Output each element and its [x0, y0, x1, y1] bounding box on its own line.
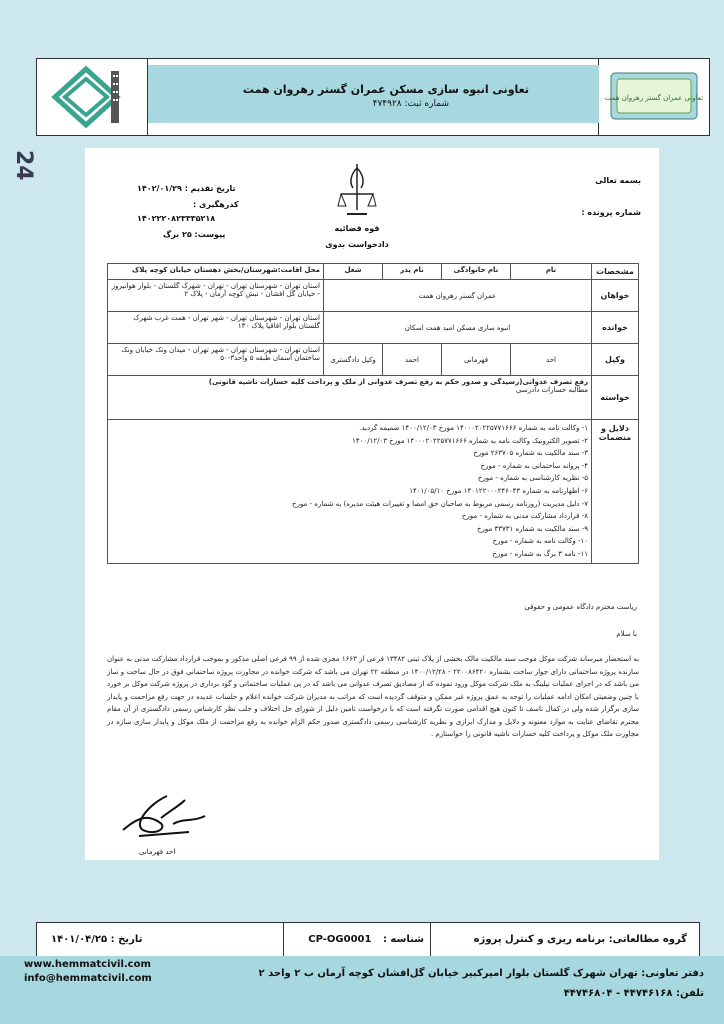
evidence-item: ۴- پروانه ساختمانی به شماره - مورخ	[480, 461, 588, 470]
plaintiff-address: استان تهران - شهرستان تهران - تهران - شهرک گلستان - بلوار هوانیروز - خیابان گل افشان - نبش کوچه آرمان - پلاک ۲	[108, 280, 324, 312]
tracking-number: ۱۴۰۲۲۲۰۸۲۳۳۳۵۲۱۸	[137, 214, 216, 223]
petition-document	[85, 148, 659, 860]
website-link[interactable]: www.hemmatcivil.com	[24, 959, 151, 970]
lawyer-address: استان تهران - شهرستان تهران - شهر تهران - میدان ونک خیابان ونک ساختمان آسمان طبقه ۵ واحد۳-۵۰	[108, 344, 324, 376]
document-id	[283, 923, 431, 957]
claim-line: مطالبه خسارات دادرسی	[516, 386, 588, 394]
column-header: نام پدر	[383, 264, 442, 280]
column-header: مشخصات	[592, 264, 639, 280]
evidence-item: ۳- سند مالکیت به شماره ۲۶۳۷۰۵ مورخ	[473, 449, 588, 458]
logo-text: تعاونی عمران گستر رهروان همت	[604, 94, 704, 102]
signer-name: احد قهرمانی	[139, 848, 176, 856]
building-logo	[37, 59, 148, 135]
bismillah: بسمه تعالی	[595, 176, 641, 185]
claim-cell	[108, 376, 592, 420]
addressee: ریاست محترم دادگاه عمومی و حقوقی	[524, 603, 637, 611]
building-logo-icon	[37, 59, 147, 135]
submit-date: تاریخ تقدیم : ۱۴۰۲/۰۱/۲۹	[137, 184, 236, 193]
file-number-label: شماره پرونده :	[581, 208, 641, 217]
table-row	[108, 344, 639, 376]
study-group: گروه مطالعاتی: برنامه ریزی و کنترل پروژه	[473, 934, 687, 945]
document-footer	[36, 922, 700, 958]
column-header: نام خانوادگی	[442, 264, 511, 280]
evidence-item: ۶- اظهارنامه به شماره ۱۴۰۱۲۲۰۰۰۲۴۶۰۴۳ مورخ ۱۴۰۱/۰۵/۱۰	[409, 486, 588, 495]
row-label: دلایل و منضمات	[592, 420, 639, 564]
greeting: با سلام	[616, 630, 637, 638]
tracking-label: کدرهگیری :	[193, 200, 239, 209]
lawyer-last-name: قهرمانی	[442, 344, 511, 376]
evidence-list	[108, 420, 592, 564]
document-id-label: شناسه :	[382, 934, 424, 945]
registration-number: شماره ثبت: ۴۷۴۹۲۸	[372, 99, 449, 109]
column-header: محل اقامت:شهرستان/بخش دهستان خیابان کوچه پلاک	[108, 264, 324, 280]
defendant-address: استان تهران - شهرستان تهران - شهر تهران - همت غرب شهرک گلستان بلوار اقاقیا پلاک ۱۳۰	[108, 312, 324, 344]
office-phone: تلفن: ۴۴۷۴۶۱۶۸ - ۴۴۷۴۶۸۰۴	[563, 988, 704, 999]
column-header: شغل	[324, 264, 383, 280]
table-row	[108, 376, 639, 420]
contact-bar	[0, 956, 724, 1024]
petition-form-table	[107, 263, 639, 564]
row-label: خواهان	[592, 280, 639, 312]
evidence-item: ۱۱- نامه ۳ برگ به شماره - مورخ	[492, 549, 588, 558]
evidence-item: ۲- تصویر الکترونیک وکالت نامه به شماره ۱۴۰۰۰۲۰۲۲۵۷۷۱۶۶۶ مورخ ۱۴۰۰/۱۲/۰۳	[352, 436, 588, 445]
coop-logo	[598, 59, 709, 135]
evidence-item: ۱۰- وکالت نامه به شماره - مورخ	[492, 537, 588, 546]
petition-title: دادخواست بدوی	[325, 240, 389, 249]
evidence-item: ۸- قرارداد مشارکت مدنی به شماره - مورخ	[461, 512, 588, 521]
table-row	[108, 420, 639, 564]
column-header: نام	[511, 264, 592, 280]
office-address: دفتر تعاونی: تهران شهرک گلستان بلوار امیرکبیر خیابان گل‌افشان کوچه آرمان ب ۲ واحد ۲	[258, 968, 704, 979]
table-header-row	[108, 264, 639, 280]
lawyer-first-name: احد	[511, 344, 592, 376]
attachments-count: پیوست: ۲۵ برگ	[163, 230, 226, 239]
evidence-item: ۵- نظریه کارشناسی به شماره - مورخ	[477, 474, 588, 483]
table-row	[108, 312, 639, 344]
defendant-name: انبوه سازی مسکن امید همت اسکان	[324, 312, 592, 344]
row-label: خواسته	[592, 376, 639, 420]
coop-logo-icon	[599, 59, 709, 135]
signature	[109, 788, 219, 848]
evidence-item: ۷- دلیل مدیریت (روزنامه رسمی مربوط به صاحبان حق امضا و تغییرات هیئت مدیره) به شماره - مورخ	[292, 499, 588, 508]
document-id-value: CP-OG0001	[308, 934, 372, 945]
row-label: وکیل	[592, 344, 639, 376]
petition-body: به استحضار میرساند شرکت موکل موجب سند مالکیت مالک بخشی از پلاک ثبتی ۱۳۴۸۲ فرعی از ۱۶۶۳ مجزی شده از ۹۹ فرعی اصلی مذکور و بموجب قرارداد مشارکت مدنی به عنوان سازنده پروژه ساختمانی دارای جواز ساخت بشماره ۲۲۰۰۸۶۴۲۰ - ۱۴۰۰/۱۲/۲۸ در منطقه ۲۲ تهران می باشد که شرکت خوانده در مجاورت پروژه ساختمانی فوق در حال ساخت و ساز می باشد که در اجرای عملیات نیلینگ به ملک شرکت موکل ورود نموده که از مصادیق تصرف عدوانی می باشد که در پی عملیات ساختمانی و گود برداری در پروژه شرکت موکل بر خورد با چنین وضعیتی امکان ادامه عملیات را توجه به عمق پروژه غیر ممکن و متوقف گردیده است که مراتب به مدیران شرکت خوانده اعلام و جلسات عدیده در جهت رفع مزاحمت و پایدار سازی برگزار شده ولی در کمال تاسف تا کنون هیچ اقدامی صورت نگرفته است که با درخواست تامین دلیل از شورای حل اختلاف و جلب نظر کارشناس رسمی دادگستری از آن مقام محترم تقاضای عنایت به موارد معنونه و دلایل و مدارک ابرازی و نظریه کارشناسی رسمی دادگستری صدور حکم الزام خوانده به رفع مزاحمت از ملک موکل و پایدار سازی سازه در مجاورت ملک موکل و پرداخت کلیه خسارات ناشیه قانونی را خواستارم .	[107, 655, 639, 738]
lawyer-father-name: احمد	[383, 344, 442, 376]
table-row	[108, 280, 639, 312]
evidence-item: ۱- وکالت نامه به شماره ۱۴۰۰۰۲۰۲۲۵۷۷۱۶۶۶ مورخ ۱۴۰۰/۱۲/۰۳ ضمیمه گردید.	[359, 424, 588, 432]
email-link[interactable]: info@hemmatcivil.com	[24, 973, 152, 984]
judiciary-title: قوه قضائیه	[334, 224, 380, 233]
coop-name: تعاونی انبوه سازی مسکن عمران گستر رهروان همت	[242, 83, 529, 96]
header-title-area	[147, 59, 599, 135]
lawyer-job: وکیل دادگستری	[324, 344, 383, 376]
page-number: 24	[11, 150, 36, 181]
letterhead	[36, 58, 710, 136]
evidence-item: ۹- سند مالکیت به شماره ۳۳۷۳۱ مورخ	[476, 524, 588, 533]
claim-line: رفع تصرف عدوانی(رسیدگی و صدور حکم به رفع تصرف عدوانی از ملک و پرداخت کلیه خسارات ناشیه قانونی)	[208, 378, 588, 386]
judiciary-emblem-icon	[337, 160, 377, 220]
plaintiff-name: عمران گستر رهروان همت	[324, 280, 592, 312]
row-label: خوانده	[592, 312, 639, 344]
document-date: تاریخ : ۱۴۰۱/۰۴/۲۵	[51, 934, 143, 945]
